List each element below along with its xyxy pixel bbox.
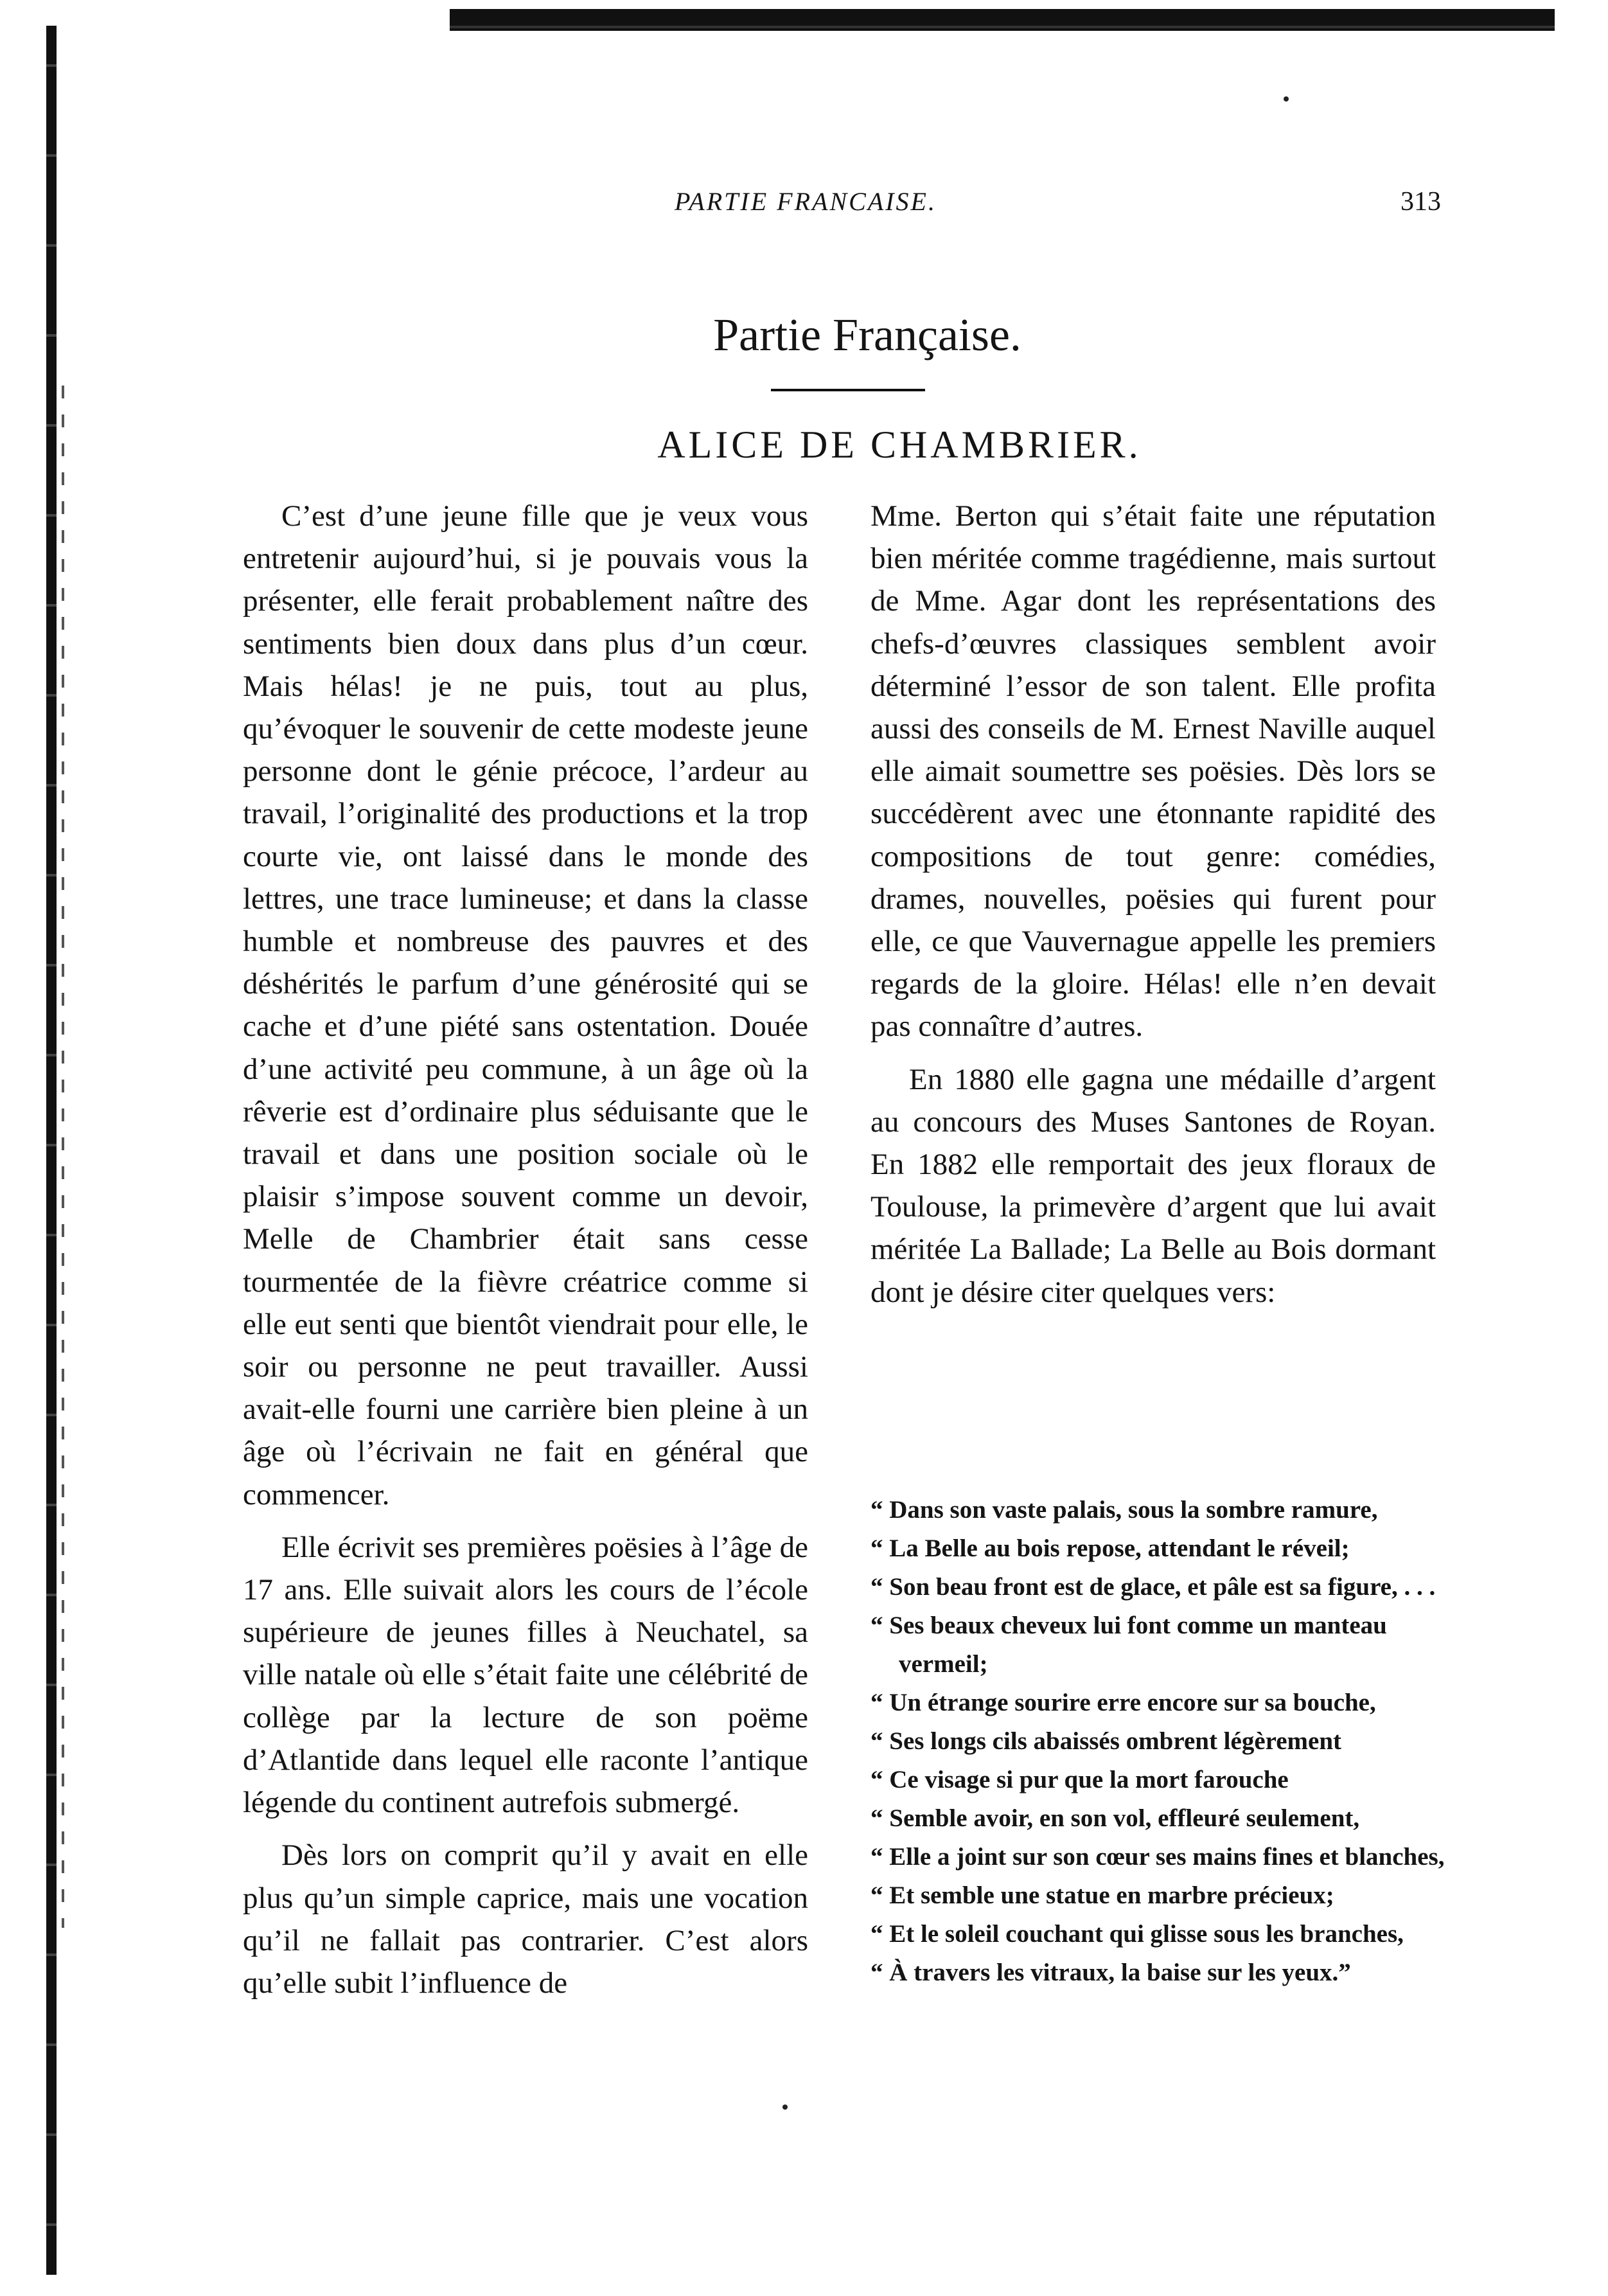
right-column	[870, 495, 1436, 1324]
poem-line: “ Et semble une statue en marbre précieux;	[870, 1882, 1334, 1909]
page-number: 313	[1400, 187, 1441, 217]
poem-line: “ À travers les vitraux, la baise sur les yeux.”	[870, 1959, 1351, 1986]
left-column	[243, 495, 808, 2015]
running-head: PARTIE FRANCAISE.	[675, 187, 937, 216]
paragraph: Mme. Berton qui s’était faite une réputation bien méritée comme tragédienne, mais surtout de Mme. Agar dont les représentations des chefs-d’œuvres classiques semblent avoir déterminé l’essor de son talent. Elle profita aussi des conseils de M. Ernest Naville auquel elle aimait soumettre ses poësies. Dès lors se succédèrent avec une étonnante rapidité des compositions de tout genre: comédies, drames, nouvelles, poësies qui furent pour elle, ce que Vauvernague appelle les premiers regards de la gloire. Hélas! elle n’en devait pas connaître d’autres.	[870, 499, 1436, 1044]
section-title: Partie Française.	[713, 309, 1021, 360]
paragraph: En 1880 elle gagna une médaille d’argent au concours des Muses Santones de Royan. En 1882 elle remportait des jeux floraux de Toulouse, la primevère d’argent que lui avait méritée La Ballade; La Belle au Bois dormant dont je désire citer quelques vers:	[870, 1062, 1436, 1309]
poem-line: “ Semble avoir, en son vol, effleuré seulement,	[870, 1804, 1360, 1832]
poem-line: “ La Belle au bois repose, attendant le réveil;	[870, 1535, 1350, 1562]
paragraph: C’est d’une jeune fille que je veux vous entretenir aujourd’hui, si je pouvais vous la présenter, elle ferait probablement naître des sentiments bien doux dans plus d’un cœur. Mais hélas! je ne puis, tout au plus, qu’évoquer le souvenir de cette modeste jeune personne dont le génie précoce, l’ardeur au travail, l’originalité des productions et la trop courte vie, ont laissé dans le monde des lettres, une trace lumineuse; et dans la classe humble et nombreuse des pauvres et des déshérités le parfum d’une générosité qui se cache et d’une piété sans ostentation. Douée d’une activité peu commune, à un âge où la rêverie est d’ordinaire plus séduisante que le travail et dans une position sociale où le plaisir s’impose souvent comme un devoir, Melle de Chambrier était sans cesse tourmentée de la fièvre créatrice comme si elle eut senti que bientôt viendrait pour elle, le soir ou personne ne peut travailler. Aussi avait-elle fourni une carrière bien pleine à un âge où l’écrivain ne fait en général que commencer.	[243, 499, 808, 1511]
poem-line: “ Ce visage si pur que la mort farouche	[870, 1766, 1289, 1793]
poem-line: “ Son beau front est de glace, et pâle est sa figure, . . .	[870, 1573, 1436, 1601]
poem-line: “ Un étrange sourire erre encore sur sa bouche,	[870, 1689, 1376, 1716]
poem-line: “ Ses beaux cheveux lui font comme un manteau vermeil;	[870, 1612, 1387, 1678]
title-divider	[771, 389, 925, 391]
poem-line: “ Elle a joint sur son cœur ses mains fines et blanches,	[870, 1843, 1445, 1871]
poem-quotation	[870, 1491, 1449, 1992]
poem-line: “ Et le soleil couchant qui glisse sous les branches,	[870, 1920, 1404, 1948]
binding-edge-thin	[62, 386, 64, 1928]
poem-line: “ Ses longs cils abaissés ombrent légèrement	[870, 1727, 1342, 1755]
scan-speck	[782, 2105, 788, 2110]
paragraph: Dès lors on comprit qu’il y avait en elle plus qu’un simple caprice, mais une vocation qu’il ne fallait pas contrarier. C’est alors qu’elle subit l’influence de	[243, 1838, 808, 2000]
scan-speck	[1284, 96, 1289, 102]
binding-edge	[46, 26, 57, 2275]
poem-line: “ Dans son vaste palais, sous la sombre ramure,	[870, 1496, 1378, 1524]
paragraph: Elle écrivit ses premières poësies à l’âge de 17 ans. Elle suivait alors les cours de l’école supérieure de jeunes filles à Neuchatel, sa ville natale où elle s’était faite une célébrité de collège par la lecture de son poëme d’Atlantide dans lequel elle raconte l’antique légende du continent autrefois submergé.	[243, 1530, 808, 1820]
top-edge-thin-rule	[450, 26, 1555, 28]
article-heading: ALICE DE CHAMBRIER.	[657, 423, 1142, 466]
